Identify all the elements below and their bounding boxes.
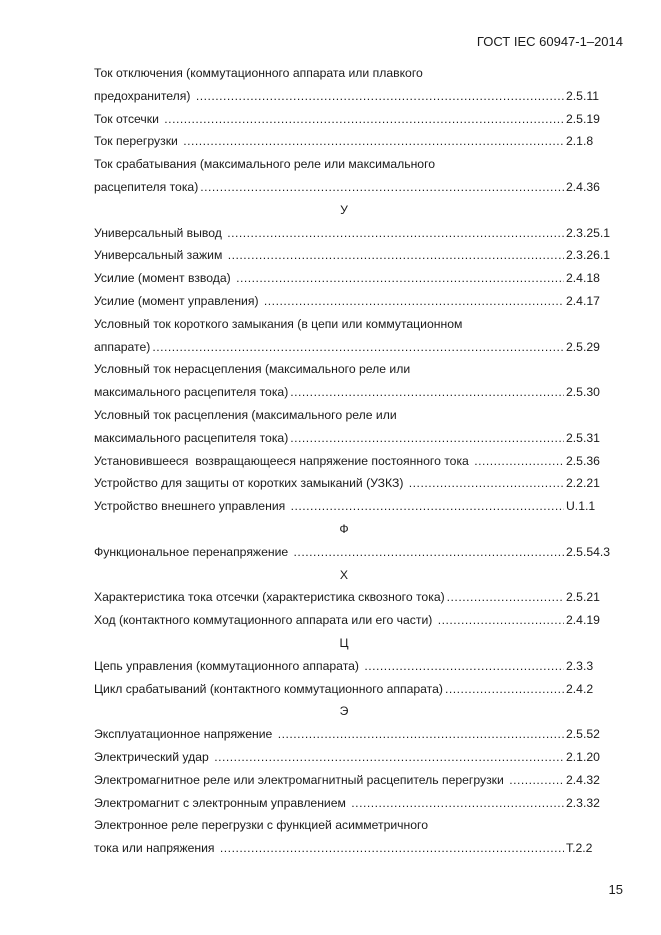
index-entry xyxy=(94,290,614,313)
dot-leader xyxy=(164,108,564,131)
section-letter: У xyxy=(340,202,348,217)
index-list xyxy=(94,62,614,860)
index-entry xyxy=(94,222,614,245)
index-entry xyxy=(94,792,614,815)
entry-clause-number: 2.4.17 xyxy=(566,293,600,308)
dot-leader xyxy=(364,655,564,678)
index-entry xyxy=(94,609,614,632)
entry-term: Эксплуатационное напряжение xyxy=(94,727,276,742)
entry-term: Электромагнит с электронным управлением xyxy=(94,795,350,810)
entry-term: Ток отсечки xyxy=(94,111,163,126)
dot-leader xyxy=(351,792,564,815)
index-entry-line: Условный ток расцепления (максимального реле или xyxy=(94,407,397,422)
entry-clause-number: 2.5.19 xyxy=(566,111,600,126)
entry-term: предохранителя) xyxy=(94,88,194,103)
dot-leader xyxy=(474,450,564,473)
dot-leader xyxy=(447,586,564,609)
entry-clause-number: 2.5.52 xyxy=(566,727,600,742)
dot-leader xyxy=(278,723,564,746)
section-letter: Э xyxy=(339,704,349,719)
dot-leader xyxy=(290,381,564,404)
dot-leader xyxy=(438,609,564,632)
entry-term: максимального расцепителя тока) xyxy=(94,385,289,400)
entry-clause-number: 2.5.36 xyxy=(566,453,600,468)
entry-term: Цикл срабатываний (контактного коммутационного аппарата) xyxy=(94,681,443,696)
entry-term: Электромагнитное реле или электромагнитный расцепитель перегрузки xyxy=(94,772,508,787)
dot-leader xyxy=(183,130,564,153)
entry-clause-number: 2.3.32 xyxy=(566,795,600,810)
dot-leader xyxy=(236,267,564,290)
dot-leader xyxy=(196,85,564,108)
entry-clause-number: 2.4.19 xyxy=(566,613,600,628)
entry-clause-number: 2.1.20 xyxy=(566,749,600,764)
dot-leader xyxy=(445,678,564,701)
index-entry xyxy=(94,267,614,290)
entry-clause-number: 2.5.11 xyxy=(566,88,599,103)
entry-clause-number: 2.3.25.1 xyxy=(566,225,611,240)
index-entry xyxy=(94,472,614,495)
index-entry xyxy=(94,130,614,153)
index-entry-line: Ток срабатывания (максимального реле или максимального xyxy=(94,157,436,172)
dot-leader xyxy=(227,222,564,245)
dot-leader xyxy=(290,427,564,450)
entry-clause-number: T.2.2 xyxy=(566,841,593,856)
entry-clause-number: 2.2.21 xyxy=(566,476,600,491)
index-entry xyxy=(94,108,614,131)
entry-term: Характеристика тока отсечки (характеристика сквозного тока) xyxy=(94,590,445,605)
section-letter: Ф xyxy=(339,521,349,536)
entry-term: Усилие (момент управления) xyxy=(94,293,262,308)
entry-clause-number: 2.5.29 xyxy=(566,339,600,354)
entry-term: Установившееся возвращающееся напряжение постоянного тока xyxy=(94,453,473,468)
entry-term: аппарате) xyxy=(94,339,151,354)
index-entry xyxy=(94,495,614,518)
dot-leader xyxy=(294,541,564,564)
entry-term: расцепителя тока) xyxy=(94,179,199,194)
dot-leader xyxy=(152,336,564,359)
dot-leader xyxy=(220,837,564,860)
entry-clause-number: 2.4.36 xyxy=(566,179,600,194)
index-entry xyxy=(94,746,614,769)
entry-term: Устройство внешнего управления xyxy=(94,499,289,514)
document-header: ГОСТ IEC 60947-1–2014 xyxy=(476,34,623,49)
dot-leader xyxy=(509,769,564,792)
dot-leader xyxy=(264,290,564,313)
index-entry-line: Электронное реле перегрузки с функцией асимметричного xyxy=(94,818,428,833)
dot-leader xyxy=(291,495,564,518)
entry-clause-number: 2.3.3 xyxy=(566,658,594,673)
entry-term: тока или напряжения xyxy=(94,841,218,856)
entry-clause-number: 2.5.31 xyxy=(566,430,600,445)
entry-term: Устройство для защиты от коротких замыканий (УЗКЗ) xyxy=(94,476,407,491)
index-entry xyxy=(94,244,614,267)
entry-clause-number: 2.3.26.1 xyxy=(566,248,611,263)
entry-term: Ход (контактного коммутационного аппарата или его части) xyxy=(94,613,436,628)
section-letter: Х xyxy=(339,567,349,582)
entry-clause-number: U.1.1 xyxy=(566,499,596,514)
entry-term: Ток перегрузки xyxy=(94,134,182,149)
entry-clause-number: 2.1.8 xyxy=(566,134,594,149)
index-entry xyxy=(94,427,614,450)
section-letter: Ц xyxy=(339,635,349,650)
index-entry xyxy=(94,85,614,108)
index-entry xyxy=(94,176,614,199)
entry-term: Универсальный вывод xyxy=(94,225,226,240)
index-entry xyxy=(94,678,614,701)
dot-leader xyxy=(214,746,564,769)
index-entry xyxy=(94,450,614,473)
dot-leader xyxy=(409,472,564,495)
index-entry xyxy=(94,723,614,746)
index-entry xyxy=(94,586,614,609)
entry-term: Усилие (момент взвода) xyxy=(94,271,235,286)
entry-clause-number: 2.5.21 xyxy=(566,590,600,605)
index-entry xyxy=(94,336,614,359)
entry-term: Функциональное перенапряжение xyxy=(94,544,292,559)
index-entry xyxy=(94,541,614,564)
page-number: 15 xyxy=(608,882,623,897)
entry-clause-number: 2.4.2 xyxy=(566,681,594,696)
index-entry-line: Ток отключения (коммутационного аппарата или плавкого xyxy=(94,66,423,80)
dot-leader xyxy=(228,244,564,267)
dot-leader xyxy=(200,176,564,199)
entry-clause-number: 2.4.32 xyxy=(566,772,600,787)
entry-term: Электрический удар xyxy=(94,749,213,764)
index-entry-line: Условный ток нерасцепления (максимального реле или xyxy=(94,362,411,377)
index-entry-line: Условный ток короткого замыкания (в цепи или коммутационном xyxy=(94,316,463,331)
entry-clause-number: 2.4.18 xyxy=(566,271,600,286)
index-entry xyxy=(94,769,614,792)
index-entry xyxy=(94,837,614,860)
entry-clause-number: 2.5.54.3 xyxy=(566,544,611,559)
entry-term: максимального расцепителя тока) xyxy=(94,430,289,445)
entry-term: Универсальный зажим xyxy=(94,248,226,263)
entry-term: Цепь управления (коммутационного аппарата) xyxy=(94,658,363,673)
index-entry xyxy=(94,381,614,404)
entry-clause-number: 2.5.30 xyxy=(566,385,600,400)
index-entry xyxy=(94,655,614,678)
